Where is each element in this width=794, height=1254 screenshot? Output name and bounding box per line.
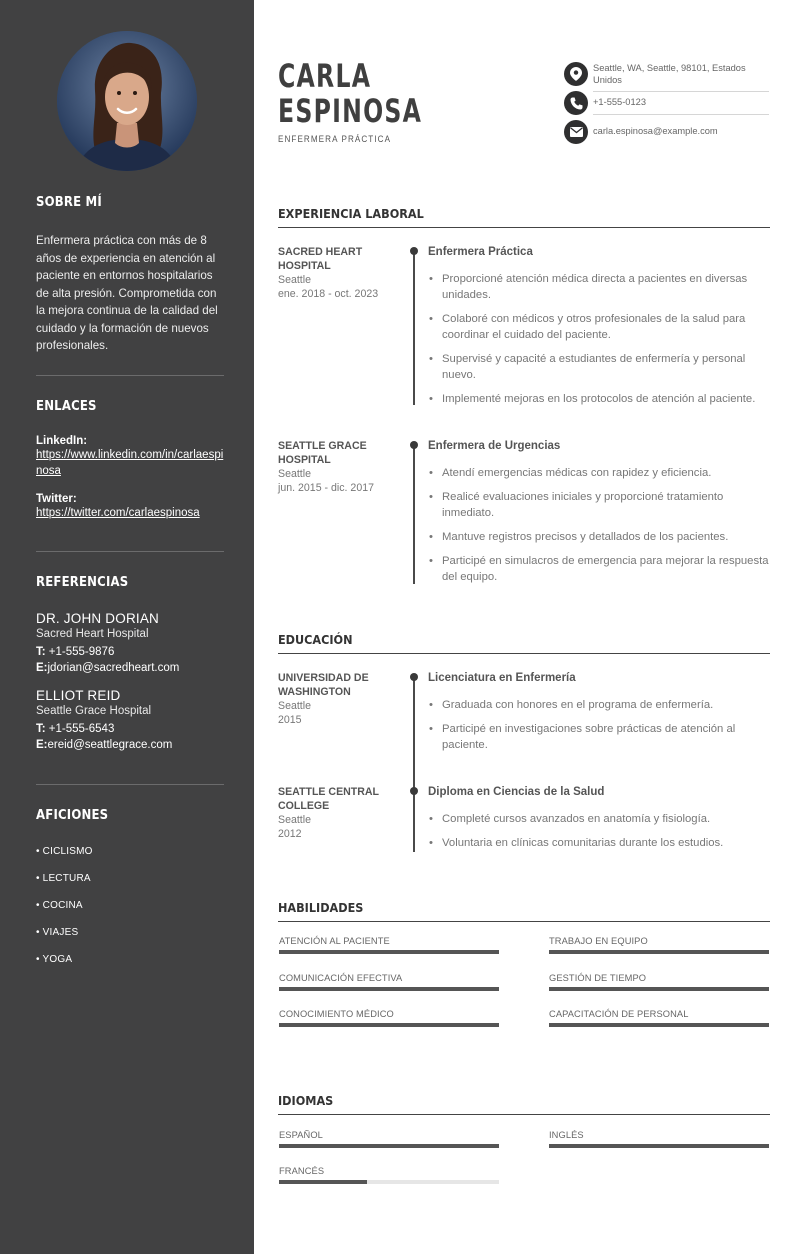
job-bullet: • Colaboré con médicos y otros profesionales de la salud para coordinar el cuidado del paciente. bbox=[428, 311, 770, 343]
skill-bar bbox=[279, 950, 499, 954]
employer-city: Seattle bbox=[278, 468, 311, 480]
experience-entry bbox=[278, 439, 770, 589]
reference-phone: +1-555-6543 bbox=[48, 723, 115, 735]
degree-bullet: • Voluntaria en clínicas comunitarias durante los estudios. bbox=[428, 835, 770, 851]
skill-bar-fill bbox=[549, 950, 769, 954]
graduation-year: 2012 bbox=[278, 828, 302, 840]
job-bullet: • Proporcioné atención médica directa a pacientes en diversas unidades. bbox=[428, 271, 770, 303]
timeline-line bbox=[413, 250, 415, 405]
skill-label: CONOCIMIENTO MÉDICO bbox=[279, 1009, 394, 1019]
language-bar-fill bbox=[549, 1144, 769, 1148]
candidate-role: ENFERMERA PRÁCTICA bbox=[278, 134, 392, 144]
first-name: CARLA bbox=[278, 57, 372, 95]
language-bar-fill bbox=[279, 1180, 367, 1184]
references-section bbox=[36, 575, 224, 753]
portrait-image bbox=[57, 31, 197, 171]
job-bullet: • Atendí emergencias médicas con rapidez y eficiencia. bbox=[428, 465, 770, 481]
skill-bar bbox=[279, 1023, 499, 1027]
language-item bbox=[549, 1130, 769, 1148]
job-title: Enfermera Práctica bbox=[428, 246, 533, 258]
hobby-item: • VIAJES bbox=[36, 927, 79, 938]
languages-title: IDIOMAS bbox=[278, 1093, 770, 1115]
email-label: E: bbox=[36, 662, 48, 674]
email-text: carla.espinosa@example.com bbox=[593, 126, 718, 136]
language-label: ESPAÑOL bbox=[279, 1130, 323, 1140]
hobbies-section bbox=[36, 808, 224, 981]
skill-bar-fill bbox=[279, 950, 499, 954]
timeline-dot bbox=[410, 247, 418, 255]
divider bbox=[36, 784, 224, 785]
language-bar bbox=[279, 1144, 499, 1148]
skill-bar-fill bbox=[279, 987, 499, 991]
email-label: E: bbox=[36, 739, 48, 751]
timeline-dot bbox=[410, 673, 418, 681]
reference-org: Seattle Grace Hospital bbox=[36, 705, 152, 717]
sidebar bbox=[0, 0, 254, 1254]
reference-item bbox=[36, 688, 224, 753]
degree-bullet: • Graduada con honores en el programa de enfermería. bbox=[428, 697, 770, 713]
skill-label: CAPACITACIÓN DE PERSONAL bbox=[549, 1009, 689, 1019]
linkedin-link[interactable]: https://www.linkedin.com/in/carlaespinosa bbox=[36, 449, 224, 477]
language-item bbox=[279, 1130, 499, 1148]
links-section bbox=[36, 399, 224, 521]
hobby-item: • CICLISMO bbox=[36, 846, 93, 857]
address-text: Seattle, WA, Seattle, 98101, Estados Unidos bbox=[593, 62, 769, 92]
graduation-year: 2015 bbox=[278, 714, 302, 726]
job-title: Enfermera de Urgencias bbox=[428, 440, 561, 452]
skill-bar bbox=[549, 1023, 769, 1027]
envelope-icon bbox=[564, 120, 588, 144]
skill-item bbox=[549, 1009, 769, 1027]
skill-item bbox=[279, 973, 499, 991]
skill-bar-fill bbox=[549, 1023, 769, 1027]
divider bbox=[36, 375, 224, 376]
school-city: Seattle bbox=[278, 814, 311, 826]
job-bullet: • Supervisé y capacité a estudiantes de enfermería y personal nuevo. bbox=[428, 351, 770, 383]
school-city: Seattle bbox=[278, 700, 311, 712]
hobbies-title: AFICIONES bbox=[36, 808, 109, 823]
education-entry bbox=[278, 671, 770, 761]
location-icon bbox=[564, 62, 588, 86]
about-text: Enfermera práctica con más de 8 años de experiencia en atención al paciente en entornos hospitalarios de alta presión. Comprometida con la mejora continua de la calidad del cuidado y la formación de nuevos profesionales. bbox=[36, 234, 218, 352]
contact-phone bbox=[564, 91, 769, 115]
skill-label: ATENCIÓN AL PACIENTE bbox=[279, 936, 390, 946]
degree-bullet: • Participé en investigaciones sobre prácticas de atención al paciente. bbox=[428, 721, 770, 753]
employer-name: SEATTLE GRACE HOSPITAL bbox=[278, 440, 367, 466]
phone-text: +1-555-0123 bbox=[593, 91, 769, 115]
about-title: SOBRE MÍ bbox=[36, 195, 102, 210]
skill-bar bbox=[549, 950, 769, 954]
language-label: FRANCÉS bbox=[279, 1166, 325, 1176]
contact-address bbox=[564, 62, 769, 92]
hobby-item: • COCINA bbox=[36, 900, 83, 911]
skill-item bbox=[279, 936, 499, 954]
degree-bullet: • Completé cursos avanzados en anatomía y fisiología. bbox=[428, 811, 770, 827]
language-bar bbox=[549, 1144, 769, 1148]
hobby-item: • YOGA bbox=[36, 954, 73, 965]
twitter-link[interactable]: https://twitter.com/carlaespinosa bbox=[36, 507, 200, 519]
skill-label: COMUNICACIÓN EFECTIVA bbox=[279, 973, 403, 983]
timeline-line bbox=[413, 444, 415, 584]
about-section bbox=[36, 195, 224, 355]
skill-item bbox=[549, 936, 769, 954]
phone-label: T: bbox=[36, 723, 46, 735]
link-twitter bbox=[36, 493, 224, 521]
experience-title: EXPERIENCIA LABORAL bbox=[278, 206, 770, 228]
education-title: EDUCACIÓN bbox=[278, 632, 770, 654]
job-bullet: • Mantuve registros precisos y detallados de los pacientes. bbox=[428, 529, 770, 545]
school-name: SEATTLE CENTRAL COLLEGE bbox=[278, 786, 379, 812]
skill-bar-fill bbox=[279, 1023, 499, 1027]
job-bullet: • Participé en simulacros de emergencia para mejorar la respuesta del equipo. bbox=[428, 553, 770, 585]
school-name: UNIVERSIDAD DE WASHINGTON bbox=[278, 672, 369, 698]
degree-title: Licenciatura en Enfermería bbox=[428, 672, 576, 684]
employer-city: Seattle bbox=[278, 274, 311, 286]
phone-icon bbox=[564, 91, 588, 115]
links-title: ENLACES bbox=[36, 399, 97, 414]
reference-name: DR. JOHN DORIAN bbox=[36, 611, 160, 626]
candidate-name bbox=[278, 59, 422, 129]
phone-label: T: bbox=[36, 646, 46, 658]
skill-bar bbox=[279, 987, 499, 991]
skill-bar-fill bbox=[549, 987, 769, 991]
skill-bar bbox=[549, 987, 769, 991]
last-name: ESPINOSA bbox=[278, 92, 423, 130]
reference-email: ereid@seattlegrace.com bbox=[47, 739, 173, 751]
language-item bbox=[279, 1166, 499, 1184]
divider bbox=[36, 551, 224, 552]
timeline-line bbox=[413, 676, 415, 791]
employer-name: SACRED HEART HOSPITAL bbox=[278, 246, 363, 272]
hobby-item: • LECTURA bbox=[36, 873, 91, 884]
skill-item bbox=[279, 1009, 499, 1027]
avatar bbox=[57, 31, 197, 171]
reference-phone: +1-555-9876 bbox=[48, 646, 115, 658]
job-bullet: • Realicé evaluaciones iniciales y proporcioné tratamiento inmediato. bbox=[428, 489, 770, 521]
reference-email: jdorian@sacredheart.com bbox=[47, 662, 180, 674]
timeline-dot bbox=[410, 441, 418, 449]
reference-org: Sacred Heart Hospital bbox=[36, 628, 149, 640]
degree-title: Diploma en Ciencias de la Salud bbox=[428, 786, 605, 798]
job-bullet: • Implementé mejoras en los protocolos de atención al paciente. bbox=[428, 391, 770, 407]
reference-item bbox=[36, 611, 224, 676]
skills-title: HABILIDADES bbox=[278, 900, 770, 922]
employment-dates: ene. 2018 - oct. 2023 bbox=[278, 288, 379, 300]
language-label: INGLÉS bbox=[549, 1130, 584, 1140]
contact-email bbox=[564, 120, 769, 144]
timeline-line bbox=[413, 790, 415, 852]
skill-label: TRABAJO EN EQUIPO bbox=[549, 936, 648, 946]
link-linkedin bbox=[36, 435, 224, 479]
link-label: Twitter: bbox=[36, 493, 77, 505]
language-bar bbox=[279, 1180, 499, 1184]
experience-entry bbox=[278, 245, 770, 405]
timeline-dot bbox=[410, 787, 418, 795]
skill-item bbox=[549, 973, 769, 991]
reference-name: ELLIOT REID bbox=[36, 688, 121, 703]
skill-label: GESTIÓN DE TIEMPO bbox=[549, 973, 647, 983]
references-title: REFERENCIAS bbox=[36, 575, 129, 590]
education-entry bbox=[278, 785, 770, 855]
language-bar-fill bbox=[279, 1144, 499, 1148]
employment-dates: jun. 2015 - dic. 2017 bbox=[278, 482, 375, 494]
link-label: LinkedIn: bbox=[36, 435, 88, 447]
